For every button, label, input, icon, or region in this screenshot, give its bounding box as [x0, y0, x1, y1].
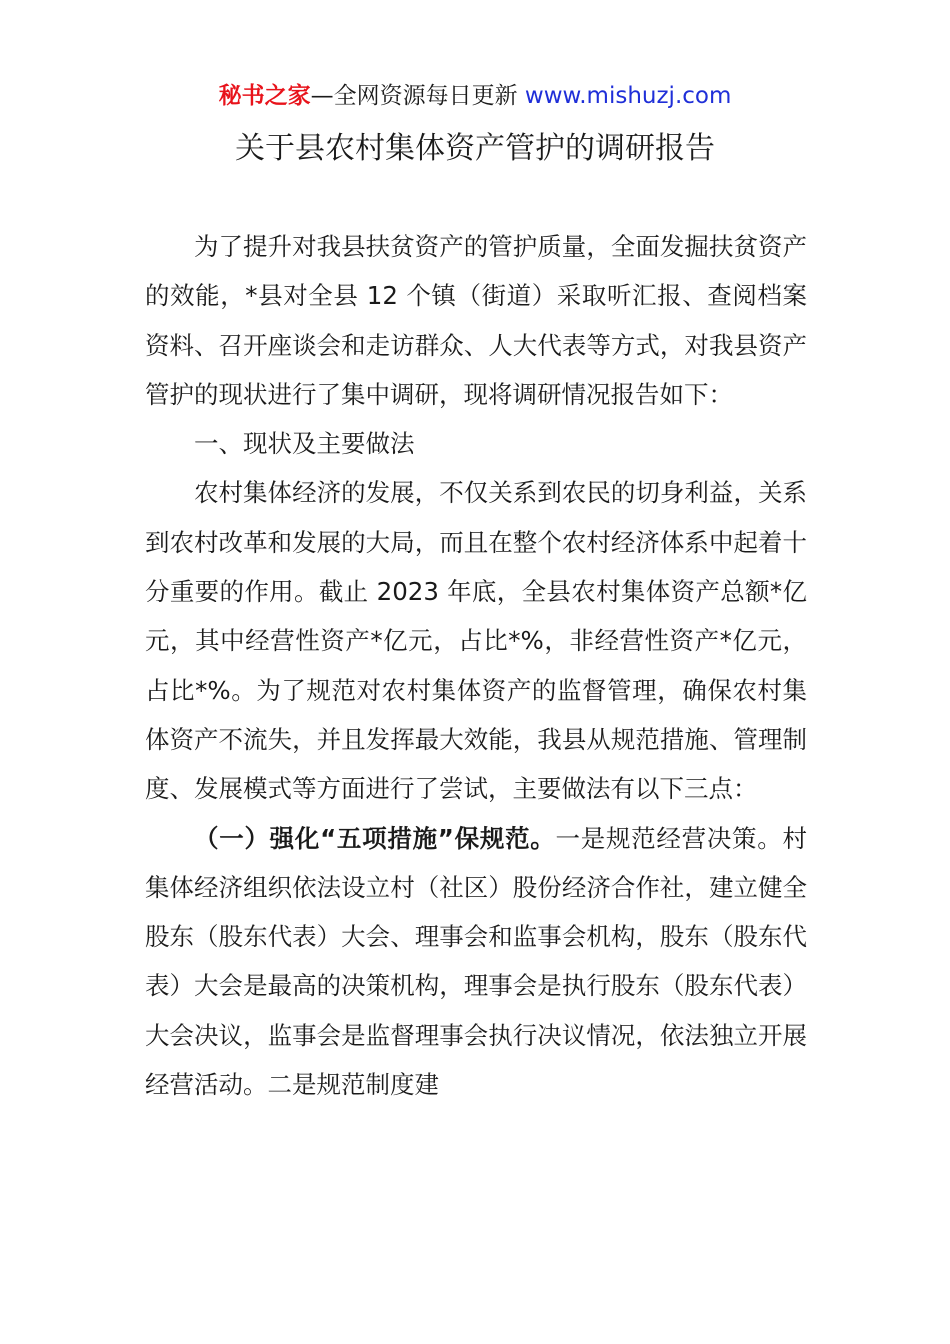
document-title: 关于县农村集体资产管护的调研报告: [235, 131, 715, 166]
document-body: [145, 222, 807, 1109]
section-heading-1: 一、现状及主要做法: [194, 429, 415, 459]
status-paragraph: 农村集体经济的发展，不仅关系到农民的切身利益，关系到农村改革和发展的大局，而且在整个农村经济体系中起着十分重要的作用。截止 2023 年底，全县农村集体资产总额*亿元，其中经营性资产*亿元，占比*%，非经营性资产*亿元，占比*%。为了规范对农村集体资产的监督管理，确保农村集体资产不流失，并且发挥最大效能，我县从规范措施、管理制度、发展模式等方面进行了尝试，主要做法有以下三点：: [145, 478, 807, 804]
subsection-text-1: 一是规范经营决策。村集体经济组织依法设立村（社区）股份经济合作社，建立健全股东（股东代表）大会、理事会和监事会机构，股东（股东代表）大会是最高的决策机构，理事会是执行股东（股东代表）大会决议，监事会是监督理事会执行决议情况，依法独立开展经营活动。二是规范制度建: [145, 823, 808, 1100]
subsection-paragraph-1: [145, 814, 807, 1110]
site-brand: 秘书之家: [218, 83, 311, 109]
site-url[interactable]: www.mishuzj.com: [524, 83, 732, 109]
site-header: [0, 80, 950, 112]
site-tagline: —全网资源每日更新: [310, 83, 525, 109]
intro-paragraph: 为了提升对我县扶贫资产的管护质量，全面发掘扶贫资产的效能，*县对全县 12 个镇（街道）采取听汇报、查阅档案资料、召开座谈会和走访群众、人大代表等方式，对我县资产管护的现状进行了集中调研，现将调研情况报告如下：: [145, 232, 807, 409]
subsection-lead-1: （一）强化“五项措施”保规范。: [194, 823, 556, 853]
